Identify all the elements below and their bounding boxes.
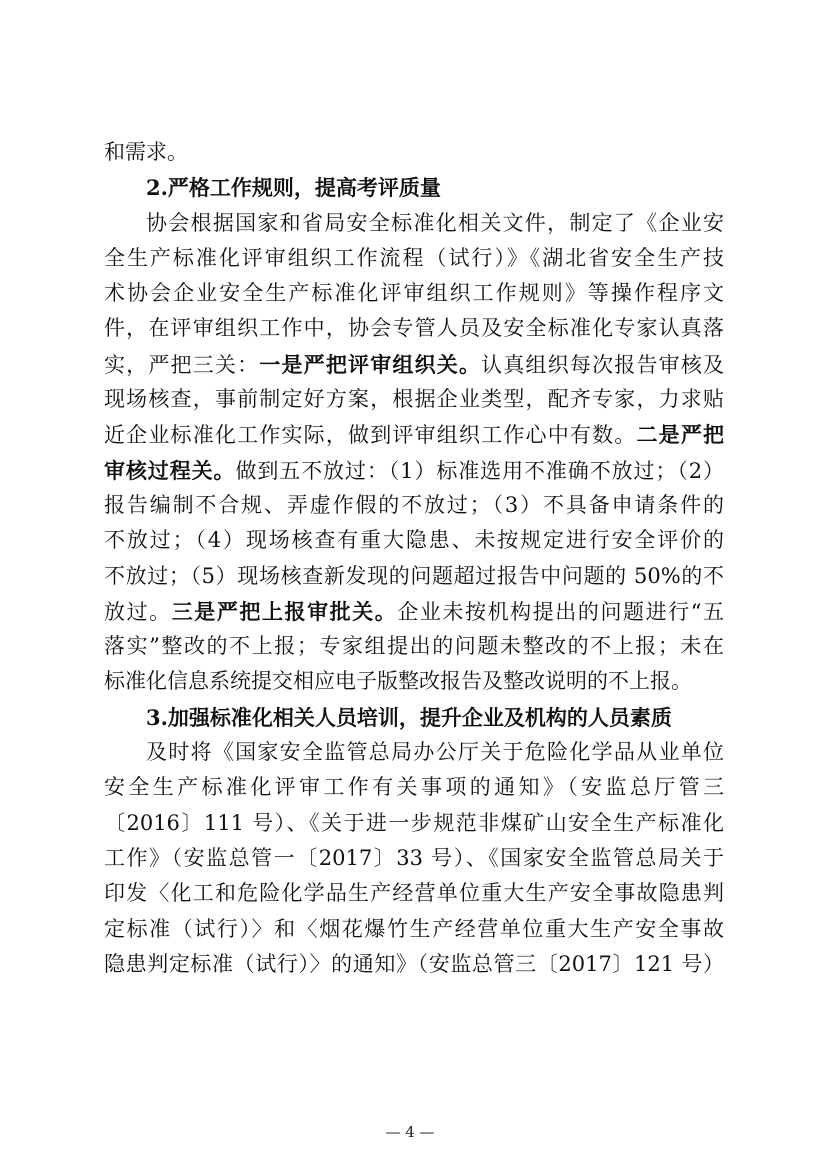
bold-text: 审核过程关。 xyxy=(104,457,236,483)
paragraph-line xyxy=(104,241,724,276)
bold-text: 一是严把评审组织关。 xyxy=(259,351,482,377)
text-segment: 标准化信息系统提交相应电子版整改报告及整改说明的不上报。 xyxy=(104,669,692,694)
text-segment: 印发〈化工和危险化学品生产经营单位重大生产安全事故隐患判 xyxy=(104,881,724,906)
text-segment: 安全生产标准化评审工作有关事项的通知》（安监总厅管三 xyxy=(104,775,724,800)
paragraph-line xyxy=(104,629,724,664)
text-segment: 及时将《国家安全监管总局办公厅关于危险化学品从业单位 xyxy=(146,740,724,765)
paragraph-line xyxy=(104,417,724,452)
text-segment: 放过。 xyxy=(104,599,172,624)
bold-text: 二是严把 xyxy=(636,422,725,448)
text-segment: 认真组织每次报告审核及 xyxy=(481,352,725,377)
text-segment: 企业未按机构提出的问题进行“五 xyxy=(397,599,725,624)
paragraph-line xyxy=(104,664,724,699)
text-segment: 定标准（试行）〉和〈烟花爆竹生产经营单位重大生产安全事故 xyxy=(104,916,724,941)
text-segment: 件，在评审组织工作中，协会专管人员及安全标准化专家认真落 xyxy=(104,316,724,341)
paragraph-line xyxy=(104,347,724,382)
paragraph-line xyxy=(104,135,724,170)
paragraph-line xyxy=(104,947,724,982)
text-segment: 不放过；（4）现场核查有重大隐患、未按规定进行安全评价的 xyxy=(104,528,724,553)
text-segment: 全生产标准化评审组织工作流程（试行）》《湖北省安全生产技 xyxy=(104,245,724,270)
paragraph-line xyxy=(104,770,724,805)
paragraph-line xyxy=(104,735,724,770)
text-segment: 不放过；（5）现场核查新发现的问题超过报告中问题的 50%的不 xyxy=(104,563,724,588)
bold-text: 三是严把上报审批关。 xyxy=(171,598,398,624)
text-segment: 和需求。 xyxy=(104,140,188,164)
text-segment: 做到五不放过：（1）标准选用不准确不放过；（2） xyxy=(235,458,724,483)
paragraph-line xyxy=(104,559,724,594)
text-segment: 落实”整改的不上报；专家组提出的问题未整改的不上报；未在 xyxy=(104,634,724,659)
paragraph-line xyxy=(104,206,724,241)
text-segment: 〔2016〕111 号）、《关于进一步规范非煤矿山安全生产标准化 xyxy=(104,810,724,835)
text-segment: 协会根据国家和省局安全标准化相关文件，制定了《企业安 xyxy=(146,210,724,235)
text-segment: 近企业标准化工作实际，做到评审组织工作心中有数。 xyxy=(104,423,637,448)
paragraph-line xyxy=(104,453,724,488)
paragraph-line xyxy=(104,876,724,911)
paragraph-line xyxy=(104,806,724,841)
document-body xyxy=(104,135,724,982)
paragraph-line xyxy=(104,276,724,311)
section-heading: 3.加强标准化相关人员培训，提升企业及机构的人员素质 xyxy=(146,704,672,730)
paragraph-line xyxy=(104,311,724,346)
paragraph-line xyxy=(104,523,724,558)
paragraph-line xyxy=(104,382,724,417)
text-segment: 现场核查，事前制定好方案，根据企业类型，配齐专家，力求贴 xyxy=(104,387,724,412)
paragraph-line xyxy=(104,594,724,629)
paragraph-line xyxy=(104,912,724,947)
text-segment: 报告编制不合规、弄虚作假的不放过；（3）不具备申请条件的 xyxy=(104,492,724,517)
section-heading: 2.严格工作规则，提高考评质量 xyxy=(146,175,441,201)
paragraph-line xyxy=(104,841,724,876)
text-segment: 实，严把三关： xyxy=(104,352,260,377)
page-number: — 4 — xyxy=(385,1123,435,1141)
text-segment: 术协会企业安全生产标准化评审组织工作规则》等操作程序文 xyxy=(104,281,724,306)
paragraph-line xyxy=(104,488,724,523)
text-segment: 工作》（安监总管一〔2017〕33 号）、《国家安全监管总局关于 xyxy=(104,845,724,870)
text-segment: 隐患判定标准（试行）〉的通知》（安监总管三〔2017〕121 号） xyxy=(104,951,724,976)
